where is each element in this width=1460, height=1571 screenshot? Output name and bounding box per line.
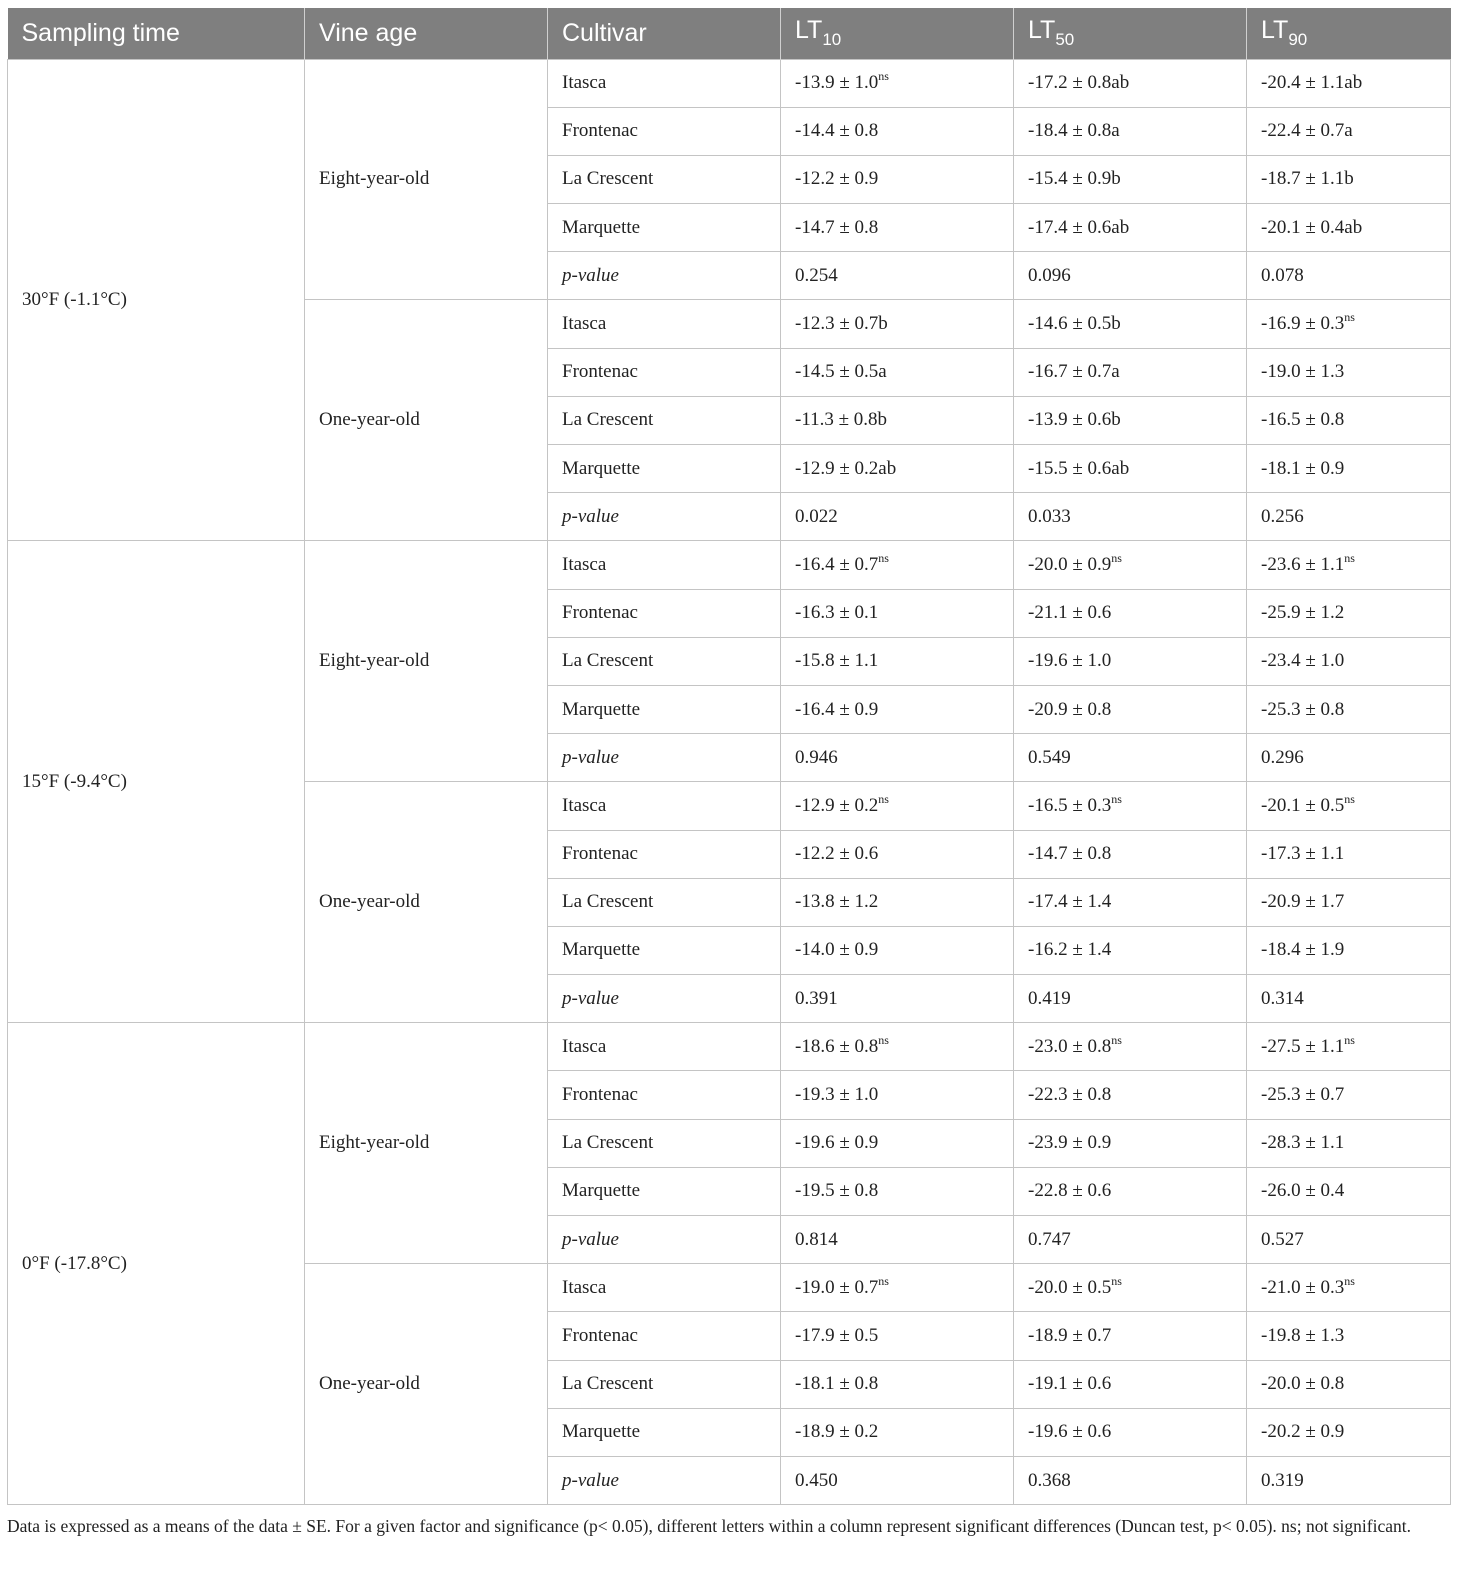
lt50-cell [1014, 1071, 1247, 1119]
cultivar-cell: Marquette [548, 1167, 781, 1215]
lt90-cell [1247, 975, 1451, 1023]
cultivar-cell: Marquette [548, 204, 781, 252]
header-lt10: $LT_{10}$ [781, 8, 1014, 59]
lt50-value: -17.4 ± 1.4 [1028, 891, 1112, 913]
cultivar-cell: Frontenac [548, 107, 781, 155]
lt50-cell [1014, 1312, 1247, 1360]
lt50-significance-mark: ns [1111, 550, 1122, 565]
lt10-value: -12.3 ± 0.7b [795, 313, 888, 335]
cultivar-cell: Frontenac [548, 830, 781, 878]
lt10-value: 0.391 [795, 987, 838, 1009]
lt90-value: -18.4 ± 1.9 [1261, 939, 1345, 961]
lt90-value: -22.4 ± 0.7a [1261, 120, 1353, 142]
cultivar-cell: La Crescent [548, 637, 781, 685]
lt10-cell [781, 685, 1014, 733]
lt50-value: -20.9 ± 0.8 [1028, 698, 1112, 720]
lt90-value: -20.1 ± 0.4ab [1261, 216, 1363, 238]
lt90-significance-mark: ns [1344, 791, 1355, 806]
lt90-value: 0.296 [1261, 746, 1304, 768]
lt50-cell [1014, 204, 1247, 252]
lt90-value: -17.3 ± 1.1 [1261, 843, 1345, 865]
lt90-value: -23.6 ± 1.1 [1261, 553, 1345, 575]
lt10-value: -14.7 ± 0.8 [795, 216, 879, 238]
lt50-value: -16.2 ± 1.4 [1028, 939, 1112, 961]
table-row [8, 59, 1451, 107]
lt10-value: -12.9 ± 0.2ab [795, 457, 897, 479]
lt50-cell [1014, 1360, 1247, 1408]
sampling-time-cell: 0°F (-17.8°C) [8, 1023, 305, 1505]
vine-age-cell: Eight-year-old [305, 541, 548, 782]
lt10-cell [781, 445, 1014, 493]
lt10-cell [781, 1312, 1014, 1360]
cultivar-cell: Frontenac [548, 348, 781, 396]
lt50-value: -18.9 ± 0.7 [1028, 1324, 1112, 1346]
header-row [8, 8, 1451, 59]
lt90-value: 0.256 [1261, 505, 1304, 527]
lt10-cell [781, 1071, 1014, 1119]
lt50-value: -17.2 ± 0.8ab [1028, 72, 1130, 94]
lt50-cell [1014, 830, 1247, 878]
lt50-cell [1014, 252, 1247, 300]
lt90-significance-mark: ns [1344, 1273, 1355, 1288]
lt90-value: -28.3 ± 1.1 [1261, 1132, 1345, 1154]
lt50-value: -20.0 ± 0.9 [1028, 553, 1112, 575]
lt50-value: -18.4 ± 0.8a [1028, 120, 1120, 142]
lt90-cell [1247, 830, 1451, 878]
lt50-cell [1014, 685, 1247, 733]
lt50-value: -23.0 ± 0.8 [1028, 1035, 1112, 1057]
cultivar-cell: Itasca [548, 782, 781, 830]
table-body [8, 59, 1451, 1505]
lt10-value: -18.6 ± 0.8 [795, 1035, 879, 1057]
cultivar-cell: Itasca [548, 1023, 781, 1071]
lt10-cell [781, 1023, 1014, 1071]
lt90-value: -19.0 ± 1.3 [1261, 361, 1345, 383]
lt90-value: -20.0 ± 0.8 [1261, 1373, 1345, 1395]
lt90-cell [1247, 445, 1451, 493]
lt50-value: -19.6 ± 0.6 [1028, 1421, 1112, 1443]
lt50-value: -21.1 ± 0.6 [1028, 602, 1112, 624]
lt50-cell [1014, 300, 1247, 348]
lt50-value: 0.747 [1028, 1228, 1071, 1250]
lt90-value: -18.7 ± 1.1b [1261, 168, 1354, 190]
lt50-cell [1014, 1264, 1247, 1312]
lt50-cell [1014, 1023, 1247, 1071]
lt10-value: -19.3 ± 1.0 [795, 1084, 879, 1106]
lt10-value: -11.3 ± 0.8b [795, 409, 888, 431]
sampling-time-cell: 15°F (-9.4°C) [8, 541, 305, 1023]
cultivar-cell: La Crescent [548, 878, 781, 926]
lt50-cell [1014, 1456, 1247, 1504]
lt90-cell [1247, 685, 1451, 733]
lt90-cell [1247, 1408, 1451, 1456]
lt10-cell [781, 1408, 1014, 1456]
lt10-cell [781, 1167, 1014, 1215]
lt90-cell [1247, 782, 1451, 830]
cultivar-cell: Marquette [548, 926, 781, 974]
lt10-value: -16.3 ± 0.1 [795, 602, 879, 624]
lt10-value: -14.0 ± 0.9 [795, 939, 879, 961]
lt90-value: -16.9 ± 0.3 [1261, 313, 1345, 335]
cultivar-cell: Itasca [548, 59, 781, 107]
lt90-value: 0.527 [1261, 1228, 1304, 1250]
cultivar-cell: La Crescent [548, 1119, 781, 1167]
lt10-value: 0.450 [795, 1469, 838, 1491]
lt50-cell [1014, 878, 1247, 926]
lt10-value: -14.4 ± 0.8 [795, 120, 879, 142]
lt90-cell [1247, 878, 1451, 926]
lt50-cell [1014, 975, 1247, 1023]
lt50-cell [1014, 1216, 1247, 1264]
lt10-significance-mark: ns [878, 1273, 889, 1288]
vine-age-cell: One-year-old [305, 782, 548, 1023]
lt90-cell [1247, 1167, 1451, 1215]
cultivar-cell: Itasca [548, 300, 781, 348]
cultivar-cell: Frontenac [548, 1312, 781, 1360]
vine-age-cell: One-year-old [305, 1264, 548, 1505]
lt50-value: -14.7 ± 0.8 [1028, 843, 1112, 865]
lt50-cell [1014, 589, 1247, 637]
header-lt50: $LT_{50}$ [1014, 8, 1247, 59]
lt10-cell [781, 252, 1014, 300]
lt50-value: 0.549 [1028, 746, 1071, 768]
lt50-significance-mark: ns [1111, 791, 1122, 806]
table-row [8, 1023, 1451, 1071]
cultivar-cell: Itasca [548, 1264, 781, 1312]
lt50-value: -22.8 ± 0.6 [1028, 1180, 1112, 1202]
lt50-value: -15.5 ± 0.6ab [1028, 457, 1130, 479]
lt90-cell [1247, 155, 1451, 203]
lt90-value: -26.0 ± 0.4 [1261, 1180, 1345, 1202]
lt10-cell [781, 155, 1014, 203]
lt90-cell [1247, 1023, 1451, 1071]
cultivar-cell: La Crescent [548, 155, 781, 203]
lt90-value: -18.1 ± 0.9 [1261, 457, 1345, 479]
lt10-cell [781, 975, 1014, 1023]
lt10-value: -12.2 ± 0.6 [795, 843, 879, 865]
lt10-value: -14.5 ± 0.5a [795, 361, 887, 383]
cultivar-cell: Marquette [548, 1408, 781, 1456]
lt50-cell [1014, 493, 1247, 541]
header-lt90: $LT_{90}$ [1247, 8, 1451, 59]
lt50-value: -13.9 ± 0.6b [1028, 409, 1121, 431]
lt90-cell [1247, 1216, 1451, 1264]
lt10-cell [781, 926, 1014, 974]
lt90-cell [1247, 107, 1451, 155]
lt90-cell [1247, 59, 1451, 107]
cultivar-cell: Frontenac [548, 1071, 781, 1119]
lt10-value: 0.814 [795, 1228, 838, 1250]
lt50-significance-mark: ns [1111, 1273, 1122, 1288]
header-cultivar: Cultivar [548, 8, 781, 59]
lt10-value: 0.254 [795, 264, 838, 286]
lt10-value: -15.8 ± 1.1 [795, 650, 879, 672]
lt50-cell [1014, 1119, 1247, 1167]
lt50-value: 0.096 [1028, 264, 1071, 286]
lt50-cell [1014, 445, 1247, 493]
lt90-significance-mark: ns [1344, 550, 1355, 565]
table-row [8, 541, 1451, 589]
lt10-value: 0.946 [795, 746, 838, 768]
lt90-cell [1247, 1071, 1451, 1119]
lt90-cell [1247, 252, 1451, 300]
lt90-value: -27.5 ± 1.1 [1261, 1035, 1345, 1057]
lt90-cell [1247, 589, 1451, 637]
lt10-cell [781, 878, 1014, 926]
lt50-cell [1014, 107, 1247, 155]
lt90-cell [1247, 1360, 1451, 1408]
lt50-cell [1014, 782, 1247, 830]
p-value-label: p-value [548, 493, 781, 541]
lt10-value: -19.6 ± 0.9 [795, 1132, 879, 1154]
lt10-cell [781, 300, 1014, 348]
lt10-cell [781, 1264, 1014, 1312]
lt10-cell [781, 589, 1014, 637]
lt90-value: -20.1 ± 0.5 [1261, 794, 1345, 816]
lt10-value: -18.1 ± 0.8 [795, 1373, 879, 1395]
table-footnote: Data is expressed as a means of the data ± SE. For a given factor and significance (p< 0.05), different letters within a column represent significant differences (Duncan test, p< 0.05). ns; not significant. [7, 1516, 1411, 1537]
lt50-cell [1014, 734, 1247, 782]
lt10-cell [781, 830, 1014, 878]
lt10-cell [781, 541, 1014, 589]
lt10-significance-mark: ns [878, 550, 889, 565]
lt10-value: -12.2 ± 0.9 [795, 168, 879, 190]
lt50-cell [1014, 155, 1247, 203]
lt10-cell [781, 204, 1014, 252]
p-value-label: p-value [548, 1456, 781, 1504]
lt10-cell [781, 1456, 1014, 1504]
header-vine-age: Vine age [305, 8, 548, 59]
vine-age-cell: One-year-old [305, 300, 548, 541]
lt50-value: 0.368 [1028, 1469, 1071, 1491]
lt90-value: -25.3 ± 0.8 [1261, 698, 1345, 720]
lt90-cell [1247, 926, 1451, 974]
lt50-value: -14.6 ± 0.5b [1028, 313, 1121, 335]
lt50-value: -15.4 ± 0.9b [1028, 168, 1121, 190]
cultivar-cell: Itasca [548, 541, 781, 589]
lt50-value: -20.0 ± 0.5 [1028, 1276, 1112, 1298]
sampling-time-cell: 30°F (-1.1°C) [8, 59, 305, 541]
lt90-value: -21.0 ± 0.3 [1261, 1276, 1345, 1298]
lt90-value: 0.319 [1261, 1469, 1304, 1491]
lt50-value: 0.033 [1028, 505, 1071, 527]
lt10-cell [781, 1216, 1014, 1264]
lt10-value: -17.9 ± 0.5 [795, 1324, 879, 1346]
lt10-value: -16.4 ± 0.9 [795, 698, 879, 720]
lt10-cell [781, 637, 1014, 685]
p-value-label: p-value [548, 975, 781, 1023]
lt10-value: -18.9 ± 0.2 [795, 1421, 879, 1443]
lt50-cell [1014, 348, 1247, 396]
lt90-value: 0.314 [1261, 987, 1304, 1009]
lt50-value: -19.1 ± 0.6 [1028, 1373, 1112, 1395]
lt90-cell [1247, 637, 1451, 685]
lt90-cell [1247, 204, 1451, 252]
lt50-significance-mark: ns [1111, 1032, 1122, 1047]
lt90-cell [1247, 734, 1451, 782]
lt10-significance-mark: ns [878, 791, 889, 806]
lt90-cell [1247, 1312, 1451, 1360]
lt90-cell [1247, 348, 1451, 396]
lt10-cell [781, 1119, 1014, 1167]
p-value-label: p-value [548, 252, 781, 300]
lt10-cell [781, 734, 1014, 782]
lt50-cell [1014, 396, 1247, 444]
vine-age-cell: Eight-year-old [305, 59, 548, 300]
lt90-significance-mark: ns [1344, 310, 1355, 325]
lt10-cell [781, 396, 1014, 444]
lt90-cell [1247, 396, 1451, 444]
lt50-cell [1014, 1167, 1247, 1215]
lt10-value: -13.9 ± 1.0 [795, 72, 879, 94]
lt90-value: -25.9 ± 1.2 [1261, 602, 1345, 624]
header-sampling-time: Sampling time [8, 8, 305, 59]
cultivar-cell: Marquette [548, 685, 781, 733]
lt50-value: -22.3 ± 0.8 [1028, 1084, 1112, 1106]
lt90-value: -23.4 ± 1.0 [1261, 650, 1345, 672]
lt90-cell [1247, 493, 1451, 541]
lt10-cell [781, 493, 1014, 541]
lt50-cell [1014, 541, 1247, 589]
lt90-value: 0.078 [1261, 264, 1304, 286]
lt90-value: -20.4 ± 1.1ab [1261, 72, 1363, 94]
lt10-value: -19.0 ± 0.7 [795, 1276, 879, 1298]
lt10-cell [781, 348, 1014, 396]
lt90-cell [1247, 1456, 1451, 1504]
lt10-value: -19.5 ± 0.8 [795, 1180, 879, 1202]
lt90-cell [1247, 1264, 1451, 1312]
lt50-value: -16.7 ± 0.7a [1028, 361, 1120, 383]
vine-age-cell: Eight-year-old [305, 1023, 548, 1264]
cultivar-cell: La Crescent [548, 1360, 781, 1408]
lt90-value: -19.8 ± 1.3 [1261, 1324, 1345, 1346]
lt90-value: -16.5 ± 0.8 [1261, 409, 1345, 431]
lt90-value: -20.9 ± 1.7 [1261, 891, 1345, 913]
lt10-cell [781, 107, 1014, 155]
lt90-cell [1247, 300, 1451, 348]
lt90-cell [1247, 1119, 1451, 1167]
table-container [7, 8, 1450, 1539]
lt50-value: -23.9 ± 0.9 [1028, 1132, 1112, 1154]
lt10-value: -16.4 ± 0.7 [795, 553, 879, 575]
lt90-cell [1247, 541, 1451, 589]
lt50-value: 0.419 [1028, 987, 1071, 1009]
cultivar-cell: Marquette [548, 445, 781, 493]
lt10-cell [781, 59, 1014, 107]
lt50-cell [1014, 59, 1247, 107]
cultivar-cell: Frontenac [548, 589, 781, 637]
lt50-value: -17.4 ± 0.6ab [1028, 216, 1130, 238]
p-value-label: p-value [548, 734, 781, 782]
lt10-value: 0.022 [795, 505, 838, 527]
p-value-label: p-value [548, 1216, 781, 1264]
lt90-value: -20.2 ± 0.9 [1261, 1421, 1345, 1443]
lt90-value: -25.3 ± 0.7 [1261, 1084, 1345, 1106]
data-table [7, 8, 1451, 1505]
lt90-significance-mark: ns [1344, 1032, 1355, 1047]
lt50-cell [1014, 637, 1247, 685]
lt10-cell [781, 782, 1014, 830]
lt10-significance-mark: ns [878, 1032, 889, 1047]
lt50-cell [1014, 1408, 1247, 1456]
lt10-value: -12.9 ± 0.2 [795, 794, 879, 816]
cultivar-cell: La Crescent [548, 396, 781, 444]
lt50-value: -19.6 ± 1.0 [1028, 650, 1112, 672]
lt50-cell [1014, 926, 1247, 974]
lt10-significance-mark: ns [878, 69, 889, 84]
lt10-cell [781, 1360, 1014, 1408]
lt50-value: -16.5 ± 0.3 [1028, 794, 1112, 816]
lt10-value: -13.8 ± 1.2 [795, 891, 879, 913]
